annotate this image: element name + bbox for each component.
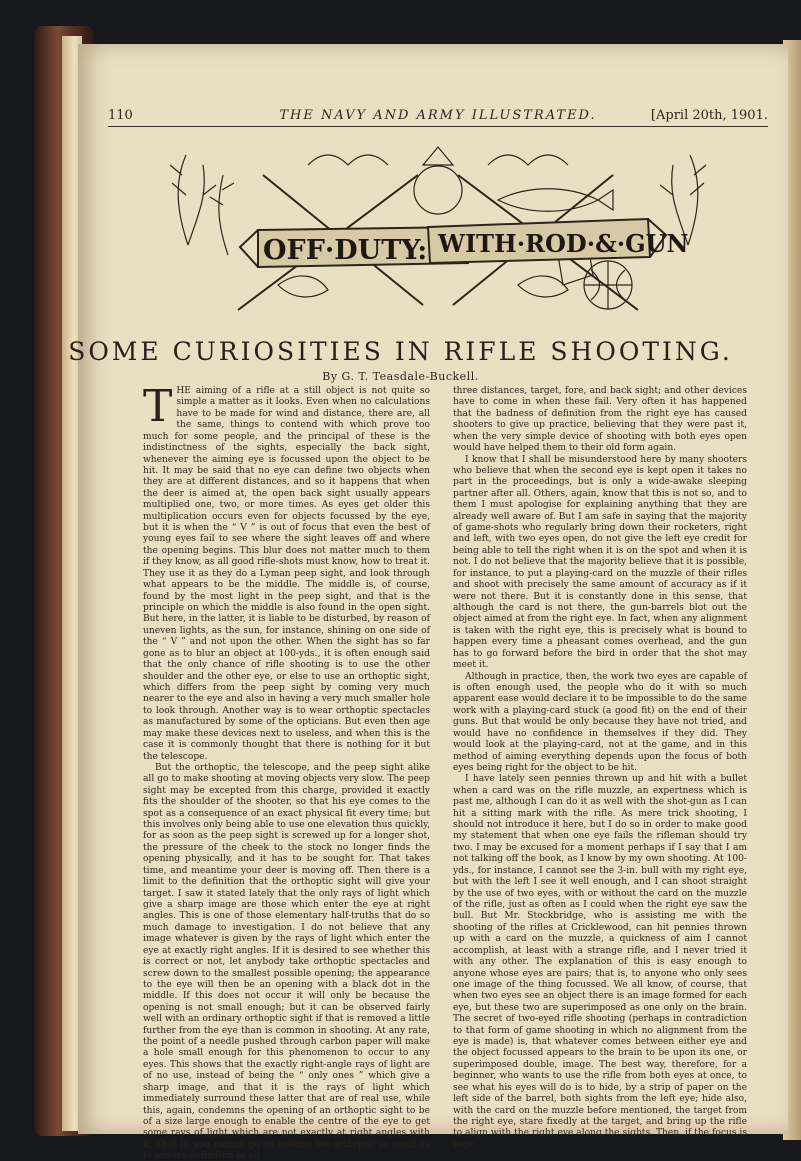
paragraph: I know that I shall be misunderstood here by many shooters who believe that when the second eye is kept open it takes no part in the proceedings, but is only a wide-awake sleeping partner after all. Others, again, know that this is not so, and to them I must apologise for explaining anything that they are already well aware of. But I am safe in saying that the majority of game-shots who regularly bring down their rocketers, right and left, with two eyes open, do not give the left eye credit for being able to tell the right when it is on the spot and when it is not. I do not believe that the majority believe that it is possible, for instance, to put a playing-card on the muzzle of their rifles and shoot with precisely the same amount of accuracy as if it were not there. But it is constantly done in this sense, that although the card is not there, the gun-barrels blot out the object aimed at from the right eye. In fact, when any alignment is taken with the right eye, this is precisely what is bound to happen every time a pheasant comes overhead, and the gun has to go forward before the bird in order that the shot may meet it. xyxy=(453,454,747,671)
header-rule xyxy=(108,126,768,127)
paragraph: But the orthoptic, the telescope, and the peep sight alike all go to make shooting at moving objects very slow. The peep sight may be excepted from this charge, provided it exactly fits the shoulder of the shooter, so that his eye comes to the spot as a consequence of an exact physical fit every time; but this involves only being able to use one elevation thus quickly, for as soon as the peep sight is screwed up for a longer shot, the pressure of the cheek to the stock no longer finds the opening physically, and it has to be sought for. That takes time, and meantime your deer is moving off. Then there is a limit to the definition that the orthoptic sight will give your target. I saw it stated lately that the only rays of light which give a sharp image are those which enter the eye at right angles. This is one of those elementary half-truths that do so much damage to investigation. I do not believe that any image whatever is given by the rays of light which enter the eye at exactly right angles. If it is desired to see whether this is correct or not, let anybody take orthoptic spectacles and screw down to the smallest possible opening; the appearance to the eye will then be an opening with a black dot in the middle. If this does not occur it will only be because the opening is not small enough; but it can be observed fairly well with an ordinary orthoptic sight if that is removed a little further from the eye than is common in shooting. At any rate, the point of a needle pushed through carbon paper will make a hole small enough for this phenomenon to occur to any eyes. This shows that the exactly right-angle rays of light are of no use, instead of being the “ only ones ” which give a sharp image, and that it is the rays of light which immediately surround these latter that are of real use, while this, again, condemns the opening of an orthoptic sight to be of a size large enough to enable the centre of the eye to get some rays of light which are not exactly at right angles with it. That is, you cannot go on making the orthoptic so small as to ensure definition at all xyxy=(143,762,430,1161)
paragraph: HE aiming of a rifle at a still object is not quite so simple a matter as it looks. Even when no calculations have to be made for wind and distance, there are, all the same, things to contend with which prove too much for some people, and the principal of these is the indistinctness of the sights, especially the back sight, whenever the aiming eye is focussed upon the object to be hit. It may be said that no eye can define two objects when they are at different distances, and so it happens that when the deer is aimed at, the open back sight usually appears multiplied one, two, or more times. As eyes get older this multiplication occurs even for objects focussed by the eye, but it is when the “ V ” is out of focus that even the best of young eyes fail to see where the sight leaves off and where the opening begins. This blur does not matter much to them if they know, as all good rifle-shots must know, how to treat it. They use it as they do a Lyman peep sight, and look through what appears to be the middle. The middle is, of course, found by the most light in the peep sight, and that is the principle on which the middle is also found in the open sight. But here, in the latter, it is liable to be disturbed, by reason of uneven lights, as the sun, for instance, shining on one side of the “ V ” and not upon the other. When the sight has so far gone as to blur an object at 100-yds., it is often enough said that the only chance of rifle shooting is to use the other shoulder and the other eye, or else to use an orthoptic sight, which differs from the peep sight by coming very much nearer to the eye and also in having a very much smaller hole to look through. Another way is to wear orthoptic spectacles as manufactured by some of the opticians. But even then age may make these devices next to useless, and when this is the case it is commonly thought that there is nothing for it but the telescope. xyxy=(143,386,430,762)
issue-date: [April 20th, 1901. xyxy=(650,108,768,123)
page-number: 110 xyxy=(108,108,133,123)
column-right xyxy=(453,386,747,1151)
banner-left-text: OFF·DUTY: xyxy=(263,235,428,266)
paragraph: three distances, target, fore, and back sight; and other devices have to come in when these fail. Very often it has happened that the badness of definition from the right eye has caused shooters to give up practice, believing that they were past it, when the very simple device of shooting with both eyes open would have helped them to their old form again. xyxy=(453,386,747,454)
article-byline: By G. T. Teasdale-Buckell. xyxy=(322,370,479,383)
running-head: THE NAVY AND ARMY ILLUSTRATED. xyxy=(279,108,597,123)
banner-right-text: WITH·ROD·&·GUN xyxy=(438,229,689,258)
page-header xyxy=(108,108,768,128)
column-left xyxy=(143,381,430,1161)
drop-cap: T xyxy=(143,381,173,432)
article-title: SOME CURIOSITIES IN RIFLE SHOOTING. xyxy=(68,337,733,366)
paragraph: I have lately seen pennies thrown up and hit with a bullet when a card was on the rifle muzzle, an expertness which is past me, although I can do it as well with the shot-gun as I can hit a sitting mark with the rifle. As mere trick shooting, I should not introduce it here, but I do so in order to make good my statement that when one eye fails the rifleman should try two. I may be excused for a moment perhaps if I say that I am not talking off the book, as I know by my own shooting. At 100-yds., for instance, I cannot see the 3-in. bull with my right eye, but with the left I see it well enough, and I can shoot straight by the use of two eyes, with or without the card on the muzzle of the rifle, just as often as I could when the right eye saw the bull. But Mr. Stockbridge, who is assisting me with the shooting of the rifles at Cricklewood, can hit pennies thrown up with a card on the muzzle, a quickness of aim I cannot accomplish, at least with a strange rifle, and I never tried it with any other. The explanation of this is easy enough to anyone whose eyes are pairs; that is, to anyone who only sees one image of the thing focussed. We all know, of course, that when two eyes see an object there is an image formed for each eye, but these two are superimposed as one only on the brain. The secret of two-eyed rifle shooting (perhaps in contradiction to that form of game shooting in which no alignment from the eye is made) is, that whatever comes between either eye and the object focussed appears to the brain to be upon its one, or superimposed double, image. The best way, therefore, for a beginner, who wants to use the rifle from both eyes at once, to see what his eyes will do is to hide, by a strip of paper on the left side of the barrel, both sights from the left eye; hide also, with the card on the muzzle before mentioned, the target from the right eye, stare fixedly at the target, and bring up the rifle to align with the right eye along the sights. Then, if the focus is kept xyxy=(453,774,747,1150)
off-duty-banner-illustration xyxy=(168,135,708,333)
paragraph: Although in practice, then, the work two eyes are capable of is often enough used, the people who do it with so much apparent ease would declare it to be impossible to do the same work with a playing-card stuck (a good fit) on the end of their guns. But that would be only because they have not tried, and would have no confidence in themselves if they did. They would look at the playing-card, not at the game, and in this method of aiming everything depends upon the focus of both eyes being right for the object to be hit. xyxy=(453,671,747,773)
